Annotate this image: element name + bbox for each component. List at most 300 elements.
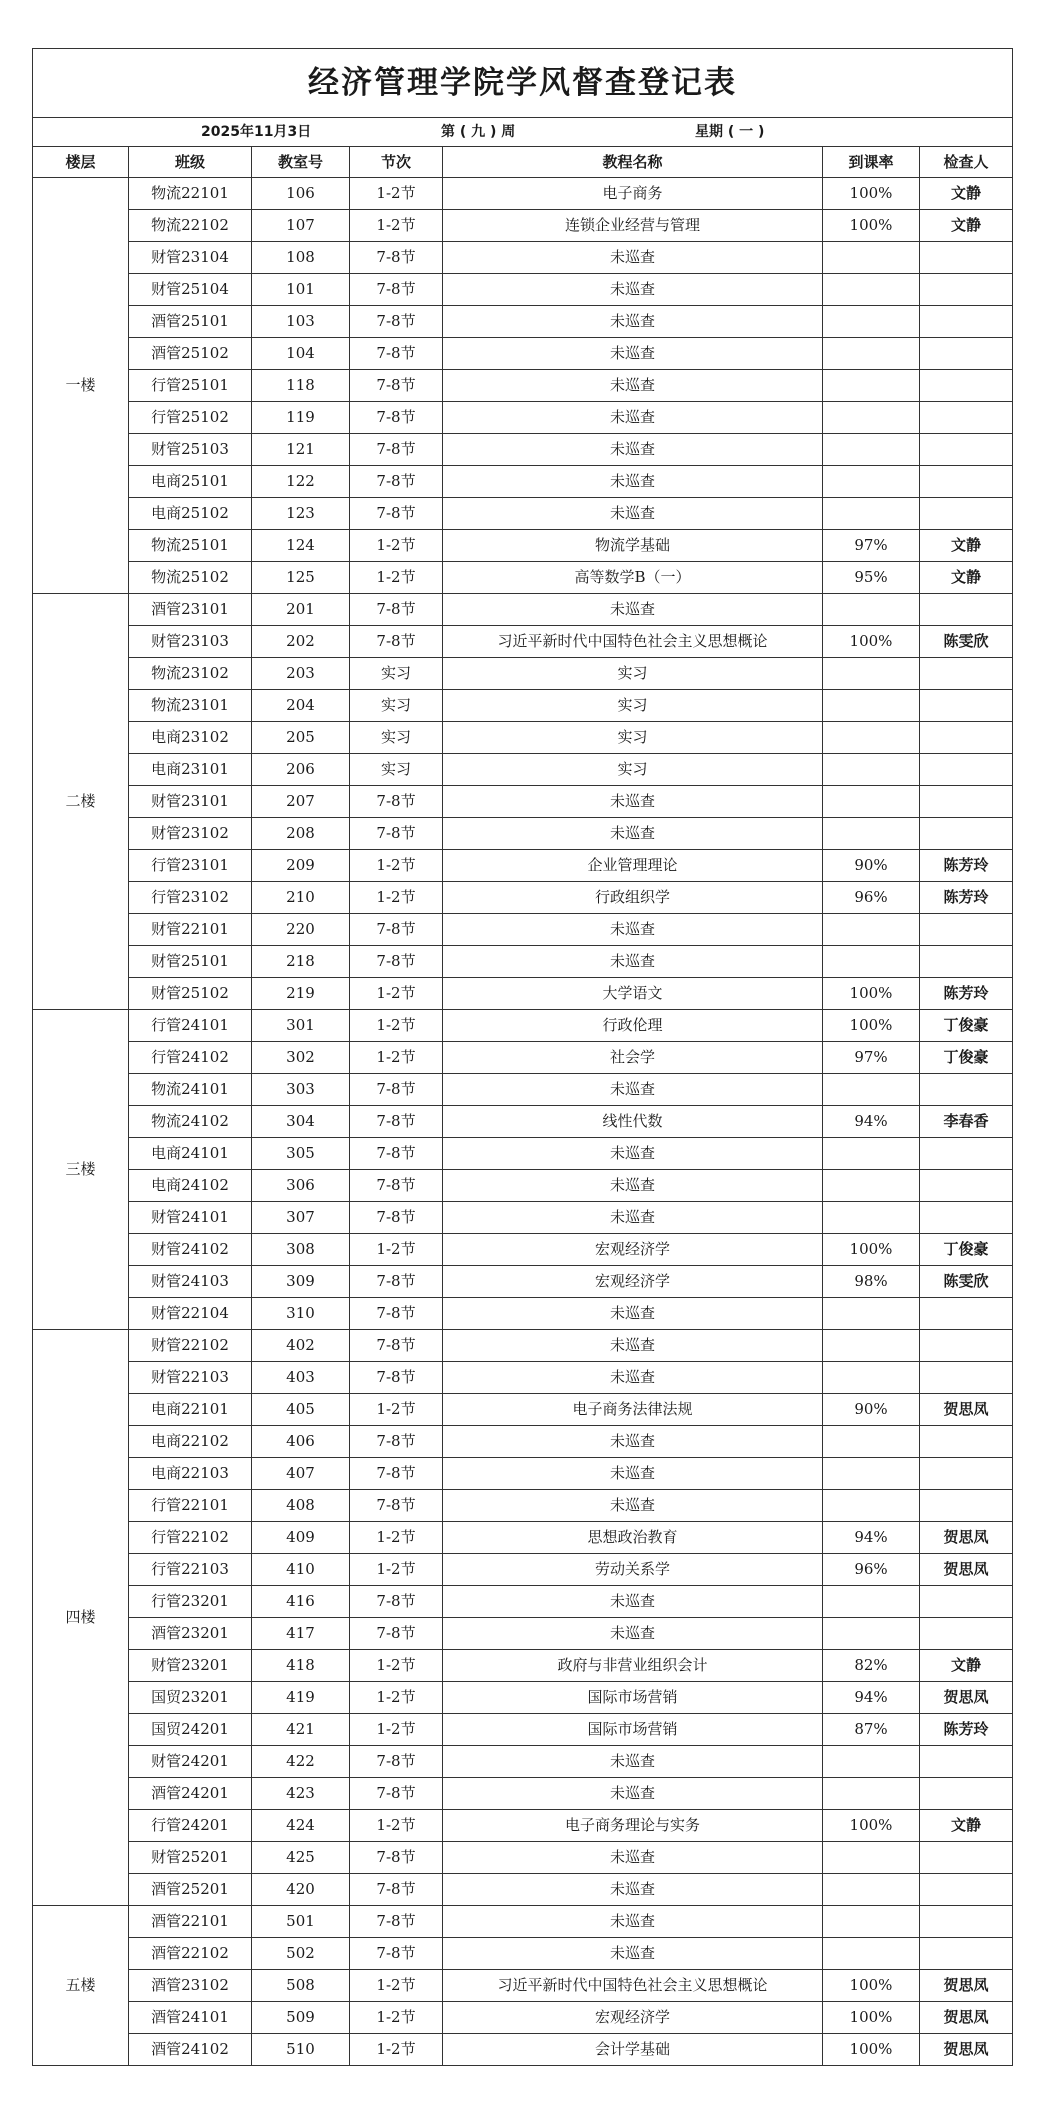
inspector-cell: 丁俊豪: [920, 1042, 1013, 1074]
class-cell: 财管25102: [129, 978, 252, 1010]
floor-label: 四楼: [33, 1330, 129, 1906]
class-cell: 酒管24102: [129, 2034, 252, 2066]
table-row: [33, 1170, 1013, 1202]
attendance-cell: 96%: [823, 1554, 920, 1586]
header-attendance: 到课率: [823, 147, 920, 178]
course-cell: 未巡查: [443, 370, 823, 402]
sheet-title: 经济管理学院学风督查登记表: [33, 49, 1013, 118]
class-cell: 酒管24101: [129, 2002, 252, 2034]
attendance-cell: [823, 434, 920, 466]
floor-label: 三楼: [33, 1010, 129, 1330]
course-cell: 未巡查: [443, 946, 823, 978]
class-cell: 财管24103: [129, 1266, 252, 1298]
inspector-cell: [920, 1458, 1013, 1490]
inspector-cell: 陈芳玲: [920, 978, 1013, 1010]
period-cell: 1-2节: [350, 1970, 443, 2002]
room-cell: 119: [252, 402, 350, 434]
class-cell: 物流25102: [129, 562, 252, 594]
table-row: [33, 1074, 1013, 1106]
course-cell: 未巡查: [443, 1362, 823, 1394]
room-cell: 510: [252, 2034, 350, 2066]
class-cell: 物流24102: [129, 1106, 252, 1138]
period-cell: 1-2节: [350, 530, 443, 562]
attendance-cell: [823, 274, 920, 306]
period-cell: 7-8节: [350, 306, 443, 338]
period-cell: 1-2节: [350, 882, 443, 914]
inspector-cell: [920, 402, 1013, 434]
class-cell: 财管23102: [129, 818, 252, 850]
inspector-cell: [920, 1746, 1013, 1778]
table-row: [33, 178, 1013, 210]
class-cell: 电商22103: [129, 1458, 252, 1490]
class-cell: 行管24201: [129, 1810, 252, 1842]
period-cell: 1-2节: [350, 1042, 443, 1074]
weekday-text: 星期 ( 一 ): [695, 124, 765, 140]
attendance-cell: [823, 338, 920, 370]
attendance-cell: [823, 1586, 920, 1618]
table-row: [33, 1010, 1013, 1042]
attendance-cell: [823, 242, 920, 274]
class-cell: 电商24102: [129, 1170, 252, 1202]
header-room: 教室号: [252, 147, 350, 178]
room-cell: 123: [252, 498, 350, 530]
room-cell: 106: [252, 178, 350, 210]
table-row: [33, 1778, 1013, 1810]
class-cell: 电商23101: [129, 754, 252, 786]
class-cell: 电商25102: [129, 498, 252, 530]
table-row: [33, 338, 1013, 370]
room-cell: 508: [252, 1970, 350, 2002]
attendance-cell: 87%: [823, 1714, 920, 1746]
inspector-cell: 贺思凤: [920, 1554, 1013, 1586]
period-cell: 7-8节: [350, 370, 443, 402]
attendance-cell: [823, 498, 920, 530]
inspector-cell: 贺思凤: [920, 2002, 1013, 2034]
class-cell: 行管25101: [129, 370, 252, 402]
inspector-cell: [920, 1298, 1013, 1330]
room-cell: 423: [252, 1778, 350, 1810]
table-row: [33, 274, 1013, 306]
room-cell: 410: [252, 1554, 350, 1586]
attendance-cell: [823, 1746, 920, 1778]
attendance-cell: [823, 818, 920, 850]
attendance-cell: [823, 1490, 920, 1522]
table-row: [33, 1874, 1013, 1906]
course-cell: 未巡查: [443, 1138, 823, 1170]
period-cell: 7-8节: [350, 626, 443, 658]
room-cell: 125: [252, 562, 350, 594]
table-row: [33, 1330, 1013, 1362]
inspector-cell: 文静: [920, 210, 1013, 242]
inspector-cell: 陈芳玲: [920, 850, 1013, 882]
table-row: [33, 2034, 1013, 2066]
room-cell: 424: [252, 1810, 350, 1842]
room-cell: 419: [252, 1682, 350, 1714]
inspector-cell: [920, 818, 1013, 850]
period-cell: 7-8节: [350, 466, 443, 498]
attendance-cell: [823, 1202, 920, 1234]
attendance-cell: 94%: [823, 1522, 920, 1554]
course-cell: 未巡查: [443, 594, 823, 626]
period-cell: 7-8节: [350, 818, 443, 850]
inspector-cell: [920, 338, 1013, 370]
table-row: [33, 1714, 1013, 1746]
room-cell: 502: [252, 1938, 350, 1970]
attendance-cell: 90%: [823, 1394, 920, 1426]
room-cell: 501: [252, 1906, 350, 1938]
course-cell: 实习: [443, 754, 823, 786]
course-cell: 未巡查: [443, 1938, 823, 1970]
course-cell: 未巡查: [443, 1202, 823, 1234]
inspector-cell: 贺思凤: [920, 2034, 1013, 2066]
inspection-table: [32, 48, 1013, 2066]
course-cell: 未巡查: [443, 1170, 823, 1202]
period-cell: 7-8节: [350, 1298, 443, 1330]
class-cell: 行管24102: [129, 1042, 252, 1074]
course-cell: 国际市场营销: [443, 1682, 823, 1714]
course-cell: 电子商务: [443, 178, 823, 210]
class-cell: 电商23102: [129, 722, 252, 754]
attendance-cell: [823, 1298, 920, 1330]
table-row: [33, 530, 1013, 562]
period-cell: 7-8节: [350, 786, 443, 818]
room-cell: 302: [252, 1042, 350, 1074]
period-cell: 7-8节: [350, 1074, 443, 1106]
course-cell: 未巡查: [443, 1746, 823, 1778]
table-row: [33, 1426, 1013, 1458]
inspector-cell: 陈芳玲: [920, 882, 1013, 914]
inspector-cell: [920, 1906, 1013, 1938]
floor-label: 一楼: [33, 178, 129, 594]
class-cell: 电商25101: [129, 466, 252, 498]
period-cell: 7-8节: [350, 914, 443, 946]
table-row: [33, 658, 1013, 690]
table-row: [33, 1938, 1013, 1970]
class-cell: 财管23101: [129, 786, 252, 818]
period-cell: 7-8节: [350, 1330, 443, 1362]
inspector-cell: [920, 242, 1013, 274]
period-cell: 7-8节: [350, 402, 443, 434]
class-cell: 财管22104: [129, 1298, 252, 1330]
course-cell: 宏观经济学: [443, 1234, 823, 1266]
attendance-cell: [823, 1618, 920, 1650]
course-cell: 未巡查: [443, 306, 823, 338]
attendance-cell: 100%: [823, 178, 920, 210]
table-row: [33, 1042, 1013, 1074]
class-cell: 酒管24201: [129, 1778, 252, 1810]
inspector-cell: [920, 434, 1013, 466]
attendance-cell: 97%: [823, 1042, 920, 1074]
attendance-cell: 97%: [823, 530, 920, 562]
room-cell: 306: [252, 1170, 350, 1202]
table-row: [33, 690, 1013, 722]
attendance-cell: [823, 1458, 920, 1490]
period-cell: 7-8节: [350, 1586, 443, 1618]
period-cell: 7-8节: [350, 1746, 443, 1778]
inspector-cell: 李春香: [920, 1106, 1013, 1138]
room-cell: 406: [252, 1426, 350, 1458]
period-cell: 1-2节: [350, 1810, 443, 1842]
period-cell: 7-8节: [350, 1106, 443, 1138]
class-cell: 财管25104: [129, 274, 252, 306]
class-cell: 财管24102: [129, 1234, 252, 1266]
room-cell: 201: [252, 594, 350, 626]
table-row: [33, 1906, 1013, 1938]
course-cell: 未巡查: [443, 274, 823, 306]
room-cell: 416: [252, 1586, 350, 1618]
inspector-cell: 文静: [920, 562, 1013, 594]
inspector-cell: [920, 1202, 1013, 1234]
period-cell: 7-8节: [350, 1618, 443, 1650]
table-row: [33, 2002, 1013, 2034]
attendance-cell: 100%: [823, 1234, 920, 1266]
course-cell: 劳动关系学: [443, 1554, 823, 1586]
attendance-cell: [823, 594, 920, 626]
attendance-cell: [823, 402, 920, 434]
attendance-cell: [823, 754, 920, 786]
period-cell: 7-8节: [350, 1938, 443, 1970]
room-cell: 107: [252, 210, 350, 242]
course-cell: 习近平新时代中国特色社会主义思想概论: [443, 1970, 823, 2002]
attendance-cell: [823, 1906, 920, 1938]
period-cell: 实习: [350, 658, 443, 690]
room-cell: 210: [252, 882, 350, 914]
period-cell: 7-8节: [350, 434, 443, 466]
room-cell: 108: [252, 242, 350, 274]
room-cell: 218: [252, 946, 350, 978]
room-cell: 121: [252, 434, 350, 466]
attendance-cell: 100%: [823, 1010, 920, 1042]
room-cell: 310: [252, 1298, 350, 1330]
class-cell: 行管25102: [129, 402, 252, 434]
inspector-cell: [920, 370, 1013, 402]
room-cell: 122: [252, 466, 350, 498]
period-cell: 7-8节: [350, 1362, 443, 1394]
attendance-cell: [823, 1426, 920, 1458]
course-cell: 线性代数: [443, 1106, 823, 1138]
room-cell: 204: [252, 690, 350, 722]
class-cell: 行管24101: [129, 1010, 252, 1042]
table-row: [33, 850, 1013, 882]
course-cell: 未巡查: [443, 1618, 823, 1650]
class-cell: 财管23104: [129, 242, 252, 274]
inspector-cell: [920, 658, 1013, 690]
period-cell: 1-2节: [350, 1394, 443, 1426]
period-cell: 7-8节: [350, 946, 443, 978]
room-cell: 104: [252, 338, 350, 370]
table-row: [33, 1266, 1013, 1298]
attendance-cell: 94%: [823, 1682, 920, 1714]
attendance-cell: 96%: [823, 882, 920, 914]
table-row: [33, 1970, 1013, 2002]
table-row: [33, 626, 1013, 658]
inspector-cell: [920, 498, 1013, 530]
room-cell: 124: [252, 530, 350, 562]
table-row: [33, 1202, 1013, 1234]
header-class: 班级: [129, 147, 252, 178]
period-cell: 1-2节: [350, 2002, 443, 2034]
class-cell: 财管23103: [129, 626, 252, 658]
inspector-cell: [920, 754, 1013, 786]
table-row: [33, 978, 1013, 1010]
room-cell: 219: [252, 978, 350, 1010]
course-cell: 行政组织学: [443, 882, 823, 914]
inspector-cell: [920, 1490, 1013, 1522]
course-cell: 国际市场营销: [443, 1714, 823, 1746]
header-row: [33, 147, 1013, 178]
inspector-cell: [920, 1170, 1013, 1202]
room-cell: 307: [252, 1202, 350, 1234]
period-cell: 7-8节: [350, 338, 443, 370]
table-row: [33, 1490, 1013, 1522]
attendance-cell: 100%: [823, 2002, 920, 2034]
course-cell: 未巡查: [443, 242, 823, 274]
attendance-cell: 95%: [823, 562, 920, 594]
inspection-sheet: [32, 48, 1012, 2066]
class-cell: 物流22101: [129, 178, 252, 210]
course-cell: 电子商务法律法规: [443, 1394, 823, 1426]
class-cell: 行管23102: [129, 882, 252, 914]
course-cell: 未巡查: [443, 1330, 823, 1362]
table-row: [33, 818, 1013, 850]
table-row: [33, 1842, 1013, 1874]
room-cell: 103: [252, 306, 350, 338]
period-cell: 7-8节: [350, 274, 443, 306]
period-cell: 实习: [350, 690, 443, 722]
course-cell: 社会学: [443, 1042, 823, 1074]
class-cell: 财管24101: [129, 1202, 252, 1234]
attendance-cell: 90%: [823, 850, 920, 882]
class-cell: 国贸24201: [129, 1714, 252, 1746]
class-cell: 物流25101: [129, 530, 252, 562]
room-cell: 408: [252, 1490, 350, 1522]
period-cell: 1-2节: [350, 1682, 443, 1714]
inspector-cell: [920, 914, 1013, 946]
inspector-cell: [920, 1426, 1013, 1458]
class-cell: 物流22102: [129, 210, 252, 242]
class-cell: 财管23201: [129, 1650, 252, 1682]
inspector-cell: [920, 1938, 1013, 1970]
class-cell: 财管25101: [129, 946, 252, 978]
inspector-cell: [920, 722, 1013, 754]
table-row: [33, 754, 1013, 786]
attendance-cell: [823, 1330, 920, 1362]
course-cell: 未巡查: [443, 1458, 823, 1490]
period-cell: 1-2节: [350, 850, 443, 882]
period-cell: 1-2节: [350, 1234, 443, 1266]
room-cell: 206: [252, 754, 350, 786]
room-cell: 308: [252, 1234, 350, 1266]
table-row: [33, 786, 1013, 818]
class-cell: 物流23102: [129, 658, 252, 690]
period-cell: 7-8节: [350, 1906, 443, 1938]
inspector-cell: 丁俊豪: [920, 1234, 1013, 1266]
inspector-cell: [920, 1074, 1013, 1106]
table-row: [33, 210, 1013, 242]
table-row: [33, 722, 1013, 754]
course-cell: 行政伦理: [443, 1010, 823, 1042]
floor-label: 五楼: [33, 1906, 129, 2066]
attendance-cell: [823, 1138, 920, 1170]
table-row: [33, 914, 1013, 946]
header-course: 教程名称: [443, 147, 823, 178]
period-cell: 1-2节: [350, 210, 443, 242]
course-cell: 大学语文: [443, 978, 823, 1010]
course-cell: 习近平新时代中国特色社会主义思想概论: [443, 626, 823, 658]
attendance-cell: [823, 722, 920, 754]
table-row: [33, 1106, 1013, 1138]
period-cell: 1-2节: [350, 2034, 443, 2066]
room-cell: 509: [252, 2002, 350, 2034]
class-cell: 电商24101: [129, 1138, 252, 1170]
period-cell: 7-8节: [350, 1458, 443, 1490]
inspector-cell: 贺思凤: [920, 1522, 1013, 1554]
course-cell: 未巡查: [443, 1074, 823, 1106]
class-cell: 物流23101: [129, 690, 252, 722]
date-text: 2025年11月3日: [201, 124, 312, 140]
class-cell: 酒管25101: [129, 306, 252, 338]
inspector-cell: [920, 1618, 1013, 1650]
table-row: [33, 1234, 1013, 1266]
course-cell: 未巡查: [443, 818, 823, 850]
room-cell: 208: [252, 818, 350, 850]
table-row: [33, 1586, 1013, 1618]
room-cell: 309: [252, 1266, 350, 1298]
inspector-cell: [920, 690, 1013, 722]
table-row: [33, 1458, 1013, 1490]
course-cell: 未巡查: [443, 1842, 823, 1874]
period-cell: 7-8节: [350, 1490, 443, 1522]
table-row: [33, 1682, 1013, 1714]
room-cell: 409: [252, 1522, 350, 1554]
room-cell: 403: [252, 1362, 350, 1394]
course-cell: 未巡查: [443, 466, 823, 498]
inspector-cell: 文静: [920, 1650, 1013, 1682]
header-floor: 楼层: [33, 147, 129, 178]
class-cell: 行管23201: [129, 1586, 252, 1618]
period-cell: 实习: [350, 722, 443, 754]
course-cell: 未巡查: [443, 1298, 823, 1330]
table-row: [33, 1746, 1013, 1778]
room-cell: 304: [252, 1106, 350, 1138]
period-cell: 1-2节: [350, 178, 443, 210]
course-cell: 未巡查: [443, 498, 823, 530]
inspector-cell: [920, 1874, 1013, 1906]
class-cell: 行管23101: [129, 850, 252, 882]
table-row: [33, 306, 1013, 338]
floor-label: 二楼: [33, 594, 129, 1010]
period-cell: 7-8节: [350, 1266, 443, 1298]
header-period: 节次: [350, 147, 443, 178]
room-cell: 203: [252, 658, 350, 690]
period-cell: 1-2节: [350, 1522, 443, 1554]
attendance-cell: 100%: [823, 626, 920, 658]
course-cell: 未巡查: [443, 402, 823, 434]
room-cell: 420: [252, 1874, 350, 1906]
inspector-cell: 陈雯欣: [920, 626, 1013, 658]
course-cell: 政府与非营业组织会计: [443, 1650, 823, 1682]
table-row: [33, 370, 1013, 402]
attendance-cell: [823, 1938, 920, 1970]
table-row: [33, 1618, 1013, 1650]
inspector-cell: 文静: [920, 1810, 1013, 1842]
room-cell: 207: [252, 786, 350, 818]
class-cell: 财管24201: [129, 1746, 252, 1778]
period-cell: 7-8节: [350, 498, 443, 530]
period-cell: 1-2节: [350, 1554, 443, 1586]
table-row: [33, 562, 1013, 594]
class-cell: 酒管23101: [129, 594, 252, 626]
